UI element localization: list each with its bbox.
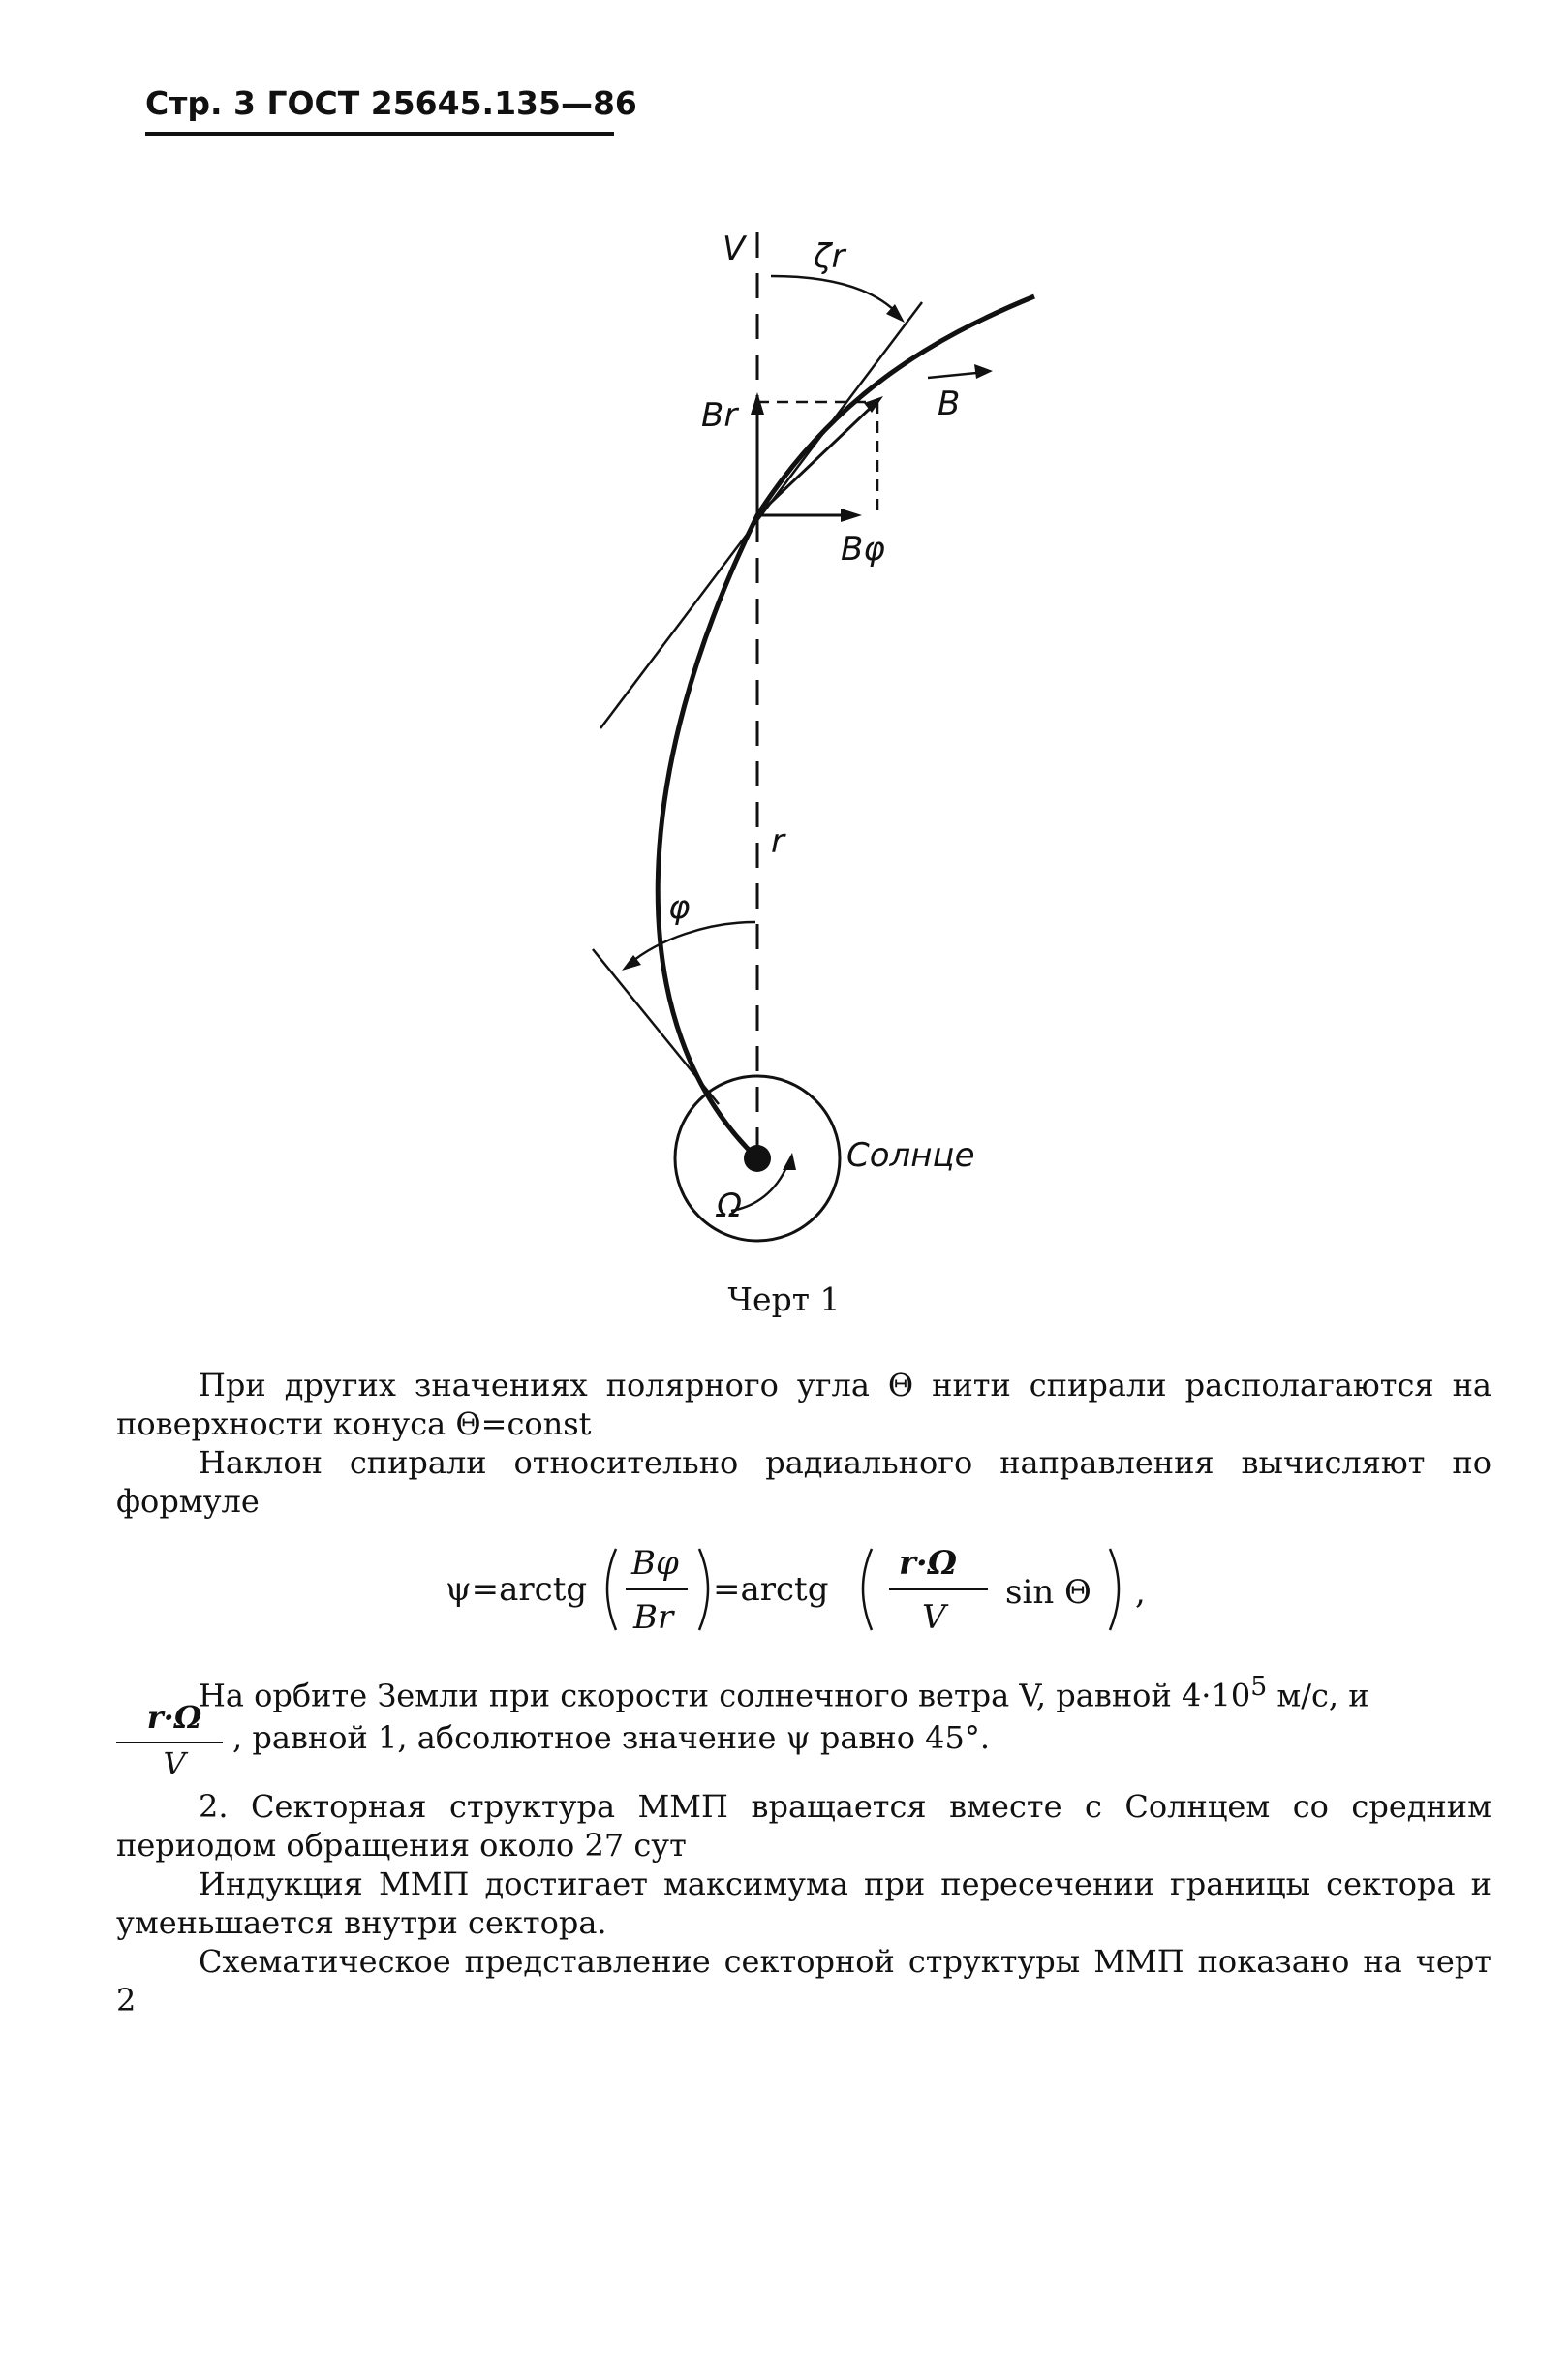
slope-formula xyxy=(446,1535,1182,1642)
formula-den1: Br xyxy=(633,1598,674,1637)
formula-lhs: ψ=arctg xyxy=(446,1570,588,1609)
inline-fraction-denominator: V xyxy=(163,1745,186,1782)
zeta-arc xyxy=(771,276,899,315)
formula-tail: , xyxy=(1135,1573,1146,1612)
inline-fraction-bar xyxy=(116,1742,223,1743)
formula-num2: r·Ω xyxy=(899,1544,958,1583)
formula-mid: =arctg xyxy=(713,1570,829,1609)
page-header: Стр. 3 ГОСТ 25645.135—86 xyxy=(145,76,614,136)
paren-right-1 xyxy=(699,1549,708,1630)
sun-dot xyxy=(744,1145,771,1172)
bphi-arrowhead xyxy=(841,509,862,522)
b-vector xyxy=(757,405,874,515)
paragraph-earth-orbit xyxy=(116,1668,1491,1715)
paragraph-schematic: Схематическое представление секторной структуры ММП показано на черт 2 xyxy=(116,1943,1491,2019)
formula-den2: V xyxy=(922,1598,946,1637)
paragraph-sector-structure: 2. Секторная структура ММП вращается вместе с Солнцем со средним периодом обращения около 27 сут xyxy=(116,1788,1491,1864)
label-sun: Солнце xyxy=(846,1136,975,1175)
label-omega: Ω xyxy=(717,1187,742,1225)
paren-left-1 xyxy=(607,1549,616,1630)
label-v: V xyxy=(723,230,746,268)
earth-orbit-exponent: 5 xyxy=(1250,1672,1268,1702)
paragraph-spiral-slope: Наклон спирали относительно радиального направления вычисляют по формуле xyxy=(116,1444,1491,1520)
label-br: Br xyxy=(701,396,738,435)
earth-orbit-text-a: На орбите Земли при скорости солнечного ветра V, равной 4·10 xyxy=(199,1677,1251,1714)
paren-left-2 xyxy=(863,1549,872,1630)
earth-orbit-text-b: м/с, и xyxy=(1267,1677,1369,1714)
label-phi: φ xyxy=(668,888,691,927)
phi-tangent-line xyxy=(593,949,719,1104)
paragraph-induction: Индукция ММП достигает максимума при пересечении границы сектора и уменьшается внутри сектора. xyxy=(116,1865,1491,1941)
inline-fraction xyxy=(116,1699,223,1786)
label-r: r xyxy=(771,822,784,861)
omega-arrowhead xyxy=(783,1153,796,1170)
label-b: B xyxy=(938,385,961,423)
phi-arc xyxy=(630,922,755,964)
paren-right-2 xyxy=(1110,1549,1119,1630)
formula-sin: sin Θ xyxy=(1005,1573,1091,1612)
br-arrowhead xyxy=(751,392,764,415)
figure-caption: Черт 1 xyxy=(727,1280,841,1318)
b-label-arrowhead xyxy=(974,364,993,379)
formula-num1: Bφ xyxy=(631,1544,679,1583)
label-bphi: Bφ xyxy=(841,530,885,569)
label-zeta: ζr xyxy=(814,237,845,276)
paragraph-polar-angle: При других значениях полярного угла Θ нити спирали располагаются на поверхности конуса Θ=const xyxy=(116,1367,1491,1442)
inline-fraction-numerator: r·Ω xyxy=(146,1699,202,1736)
earth-orbit-conclusion: , равной 1, абсолютное значение ψ равно 45°. xyxy=(232,1719,991,1756)
